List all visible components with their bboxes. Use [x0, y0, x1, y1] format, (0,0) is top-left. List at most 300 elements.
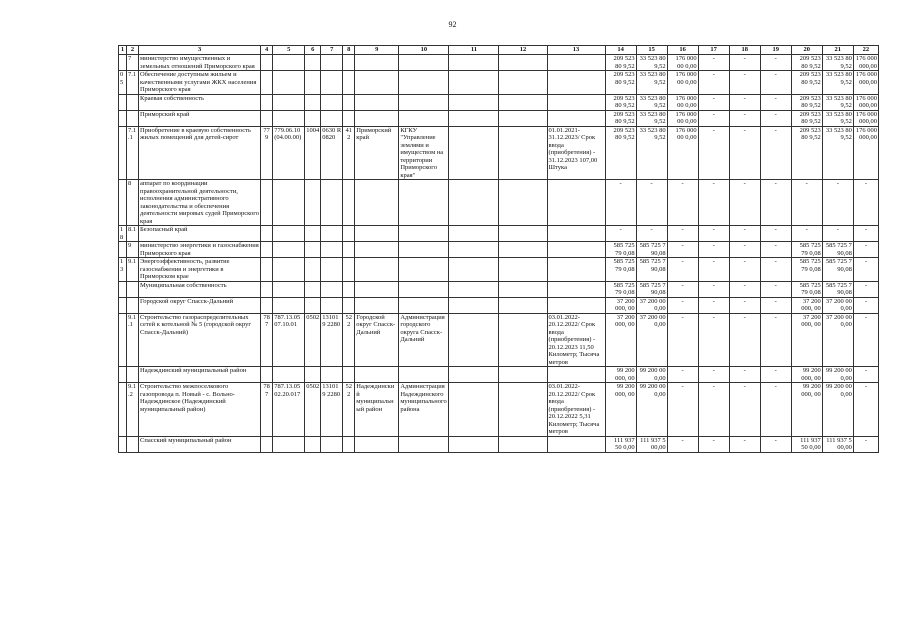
table-cell: 37 200 000, 00 [791, 313, 822, 367]
table-cell: 99 200 00 0,00 [822, 383, 853, 437]
column-header: 11 [449, 46, 499, 55]
table-cell [343, 226, 355, 242]
table-cell [273, 297, 305, 313]
column-header: 10 [399, 46, 449, 55]
table-cell [449, 180, 499, 226]
table-cell [127, 281, 139, 297]
table-cell: - [760, 94, 791, 110]
table-cell [355, 110, 399, 126]
table-cell [305, 367, 321, 383]
table-cell: 111 937 50 0,00 [791, 436, 822, 452]
table-cell [261, 436, 273, 452]
table-cell: 0630 R 0820 [321, 126, 343, 180]
table-cell [343, 180, 355, 226]
table-cell [273, 258, 305, 282]
table-cell: Обеспечение доступным жильем и качественными услугами ЖКХ населения Приморского края [139, 71, 261, 95]
table-cell [449, 110, 499, 126]
table-cell: - [853, 281, 878, 297]
table-cell: Строительство межпоселкового газопровода п. Новый - с. Вольно-Надеждинское (Надеждинский муниципальный район) [139, 383, 261, 437]
table-cell [499, 94, 547, 110]
table-cell: Спасский муниципальный район [139, 436, 261, 452]
table-cell: Строительство газораспределительных сетей к котельной № 5 (городской округ Спасск-Дальний) [139, 313, 261, 367]
table-cell: - [698, 436, 729, 452]
table-cell: Городской округ Спасск-Дальний [355, 313, 399, 367]
table-cell: 99 200 00 0,00 [636, 383, 667, 437]
table-cell: - [698, 281, 729, 297]
table-cell [499, 436, 547, 452]
column-header: 22 [853, 46, 878, 55]
table-cell: 33 523 80 9,52 [822, 94, 853, 110]
table-cell: 522 [343, 313, 355, 367]
table-row [119, 226, 879, 242]
table-cell: - [853, 436, 878, 452]
table-cell: 99 200 00 0,00 [822, 367, 853, 383]
table-cell [273, 94, 305, 110]
table-cell [119, 180, 127, 226]
column-header: 4 [261, 46, 273, 55]
table-cell: 209 523 80 9,52 [791, 126, 822, 180]
table-cell: 209 523 80 9,52 [605, 110, 636, 126]
table-cell: - [698, 126, 729, 180]
table-cell [119, 297, 127, 313]
table-cell [355, 258, 399, 282]
table-cell [355, 242, 399, 258]
table-cell: - [791, 180, 822, 226]
table-cell [399, 110, 449, 126]
table-cell [449, 313, 499, 367]
table-cell [547, 180, 605, 226]
page-number: 92 [448, 20, 457, 29]
table-cell: - [760, 297, 791, 313]
table-cell [343, 436, 355, 452]
table-cell [305, 258, 321, 282]
table-cell: 33 523 80 9,52 [636, 94, 667, 110]
table-cell: 18 [119, 226, 127, 242]
table-cell: - [605, 180, 636, 226]
table-cell: Приморский край [139, 110, 261, 126]
table-cell: - [698, 180, 729, 226]
table-cell: - [791, 226, 822, 242]
table-cell [343, 110, 355, 126]
table-cell: - [760, 313, 791, 367]
table-cell: - [853, 242, 878, 258]
table-cell [499, 242, 547, 258]
table-cell: 0502 [305, 313, 321, 367]
column-header: 6 [305, 46, 321, 55]
table-cell [343, 258, 355, 282]
table-row [119, 297, 879, 313]
table-cell [547, 297, 605, 313]
table-cell [321, 258, 343, 282]
table-cell: - [698, 110, 729, 126]
table-cell [399, 367, 449, 383]
table-cell [399, 226, 449, 242]
table-cell: - [698, 383, 729, 437]
table-cell [119, 367, 127, 383]
table-cell: 7.1.1 [127, 126, 139, 180]
table-cell: Муниципальная собственность [139, 281, 261, 297]
table-cell: 37 200 00 0,00 [822, 313, 853, 367]
table-cell: 787.13.05 07.10.01 [273, 313, 305, 367]
table-cell [355, 436, 399, 452]
table-cell: - [667, 367, 698, 383]
table-cell: - [667, 226, 698, 242]
table-cell: - [729, 281, 760, 297]
table-row [119, 281, 879, 297]
table-cell [321, 242, 343, 258]
table-cell: - [667, 242, 698, 258]
column-header: 18 [729, 46, 760, 55]
table-cell [261, 110, 273, 126]
table-cell [547, 258, 605, 282]
table-row [119, 110, 879, 126]
table-cell [399, 297, 449, 313]
column-header: 5 [273, 46, 305, 55]
table-row [119, 313, 879, 367]
table-cell: министерство энергетики и газоснабжения Приморского края [140, 242, 259, 257]
table-cell: Администрация городского округа Спасск-Дальний [399, 313, 449, 367]
table-cell: - [698, 367, 729, 383]
table-cell: 03.01.2022- 20.12.2022/ Срок ввода (приобретения) - 20.12.2022 5,31 Километр; Тысяча метров [547, 383, 605, 437]
table-cell [547, 367, 605, 383]
column-header: 19 [760, 46, 791, 55]
table-cell: Администрация Надеждинского муниципального района [399, 383, 449, 437]
table-cell: 7.1 [127, 71, 139, 95]
table-cell: - [667, 297, 698, 313]
table-cell: - [760, 281, 791, 297]
table-row [119, 436, 879, 452]
table-cell: 209 523 80 9,52 [605, 94, 636, 110]
table-cell: 176 000 000,00 [853, 55, 878, 71]
table-cell: 13101 9 2280 [321, 383, 343, 437]
table-cell: 37 200 000, 00 [605, 297, 636, 313]
table-cell [261, 55, 273, 71]
table-cell [355, 71, 399, 95]
table-cell [547, 110, 605, 126]
table-cell [127, 110, 139, 126]
table-cell: 585 725 7 90,08 [822, 242, 853, 258]
table-cell [261, 242, 273, 258]
table-cell: - [853, 226, 878, 242]
table-cell: 585 725 79 0,08 [791, 242, 822, 258]
table-cell: 37 200 00 0,00 [636, 313, 667, 367]
table-cell [305, 281, 321, 297]
table-cell: - [729, 242, 760, 258]
table-cell [449, 297, 499, 313]
table-cell: 33 523 80 9,52 [636, 110, 667, 126]
table-header-row [119, 46, 879, 55]
table-cell: - [667, 281, 698, 297]
table-cell: 176 000 00 0,00 [667, 126, 698, 180]
table-cell: Энергоэффективность, развитие газоснабжения и энергетики в Приморском крае [139, 258, 261, 282]
table-cell [499, 126, 547, 180]
table-cell: - [729, 71, 760, 95]
table-cell [547, 226, 605, 242]
table-cell: - [729, 313, 760, 367]
table-row [119, 383, 879, 437]
table-cell: 99 200 000, 00 [605, 383, 636, 437]
table-row [119, 126, 879, 180]
table-cell [355, 55, 399, 71]
table-cell: 585 725 79 0,08 [791, 281, 822, 297]
table-cell: 7 [127, 55, 139, 71]
table-cell: 13101 9 2280 [321, 313, 343, 367]
table-cell: 33 523 80 9,52 [822, 110, 853, 126]
table-cell: - [698, 242, 729, 258]
column-header: 8 [343, 46, 355, 55]
table-cell: - [729, 436, 760, 452]
table-cell [449, 94, 499, 110]
table-cell: 585 725 7 90,08 [822, 258, 853, 282]
table-cell [119, 242, 127, 258]
table-cell [261, 281, 273, 297]
table-cell: КГКУ "Управление землями и имуществом на территории Приморского края" [399, 126, 449, 180]
table-cell [321, 94, 343, 110]
table-cell: 209 523 80 9,52 [791, 110, 822, 126]
table-cell [399, 258, 449, 282]
table-cell [273, 436, 305, 452]
table-cell [449, 436, 499, 452]
table-cell [355, 180, 399, 226]
table-cell: - [667, 383, 698, 437]
table-cell [261, 258, 273, 282]
table-cell: - [698, 297, 729, 313]
table-cell: 33 523 80 9,52 [822, 71, 853, 95]
table-cell [321, 110, 343, 126]
table-cell: - [853, 297, 878, 313]
table-cell: 99 200 000, 00 [791, 383, 822, 437]
table-cell [273, 367, 305, 383]
table-cell [449, 242, 499, 258]
table-cell [273, 71, 305, 95]
table-cell: 585 725 79 0,08 [605, 258, 636, 282]
table-cell: 176 000 000,00 [853, 71, 878, 95]
table-cell [119, 281, 127, 297]
table-cell [261, 71, 273, 95]
table-cell [261, 226, 273, 242]
table-cell: - [698, 226, 729, 242]
table-cell [399, 281, 449, 297]
table-cell: - [698, 94, 729, 110]
table-cell: 779 [261, 126, 273, 180]
table-cell: Надеждинский муниципальный район [355, 383, 399, 437]
table-cell: 8 [127, 180, 139, 226]
table-cell [449, 226, 499, 242]
table-cell: 209 523 80 9,52 [605, 71, 636, 95]
table-cell: аппарат по координации правоохранительной деятельности, исполнения административного законодательства и обеспечения деятельности мировых судей Приморского края [140, 180, 259, 225]
table-cell: - [729, 94, 760, 110]
table-cell: 37 200 000, 00 [791, 297, 822, 313]
table-cell [449, 55, 499, 71]
table-cell [343, 94, 355, 110]
table-cell: Краевая собственность [139, 94, 261, 110]
table-cell: 585 725 79 0,08 [605, 242, 636, 258]
table-cell: 176 000 000,00 [853, 94, 878, 110]
table-cell [305, 94, 321, 110]
table-cell: 412 [343, 126, 355, 180]
table-cell: 176 000 00 0,00 [667, 110, 698, 126]
table-cell [499, 313, 547, 367]
column-header: 13 [547, 46, 605, 55]
table-cell: 111 937 5 00,00 [636, 436, 667, 452]
table-cell [321, 180, 343, 226]
table-cell: 787 [261, 313, 273, 367]
column-header: 17 [698, 46, 729, 55]
table-cell [261, 297, 273, 313]
table-cell [399, 94, 449, 110]
table-cell [305, 110, 321, 126]
table-cell [399, 71, 449, 95]
table-cell [127, 94, 139, 110]
table-cell [119, 55, 127, 71]
table-cell: - [698, 55, 729, 71]
table-row [119, 258, 879, 282]
table-cell [449, 367, 499, 383]
table-cell: 9.1.2 [127, 383, 139, 437]
table-cell [273, 55, 305, 71]
table-cell [119, 313, 127, 367]
table-row [119, 242, 879, 258]
table-cell: - [822, 180, 853, 226]
column-header: 3 [139, 46, 261, 55]
table-cell [261, 94, 273, 110]
column-header: 15 [636, 46, 667, 55]
table-row [119, 55, 879, 71]
table-cell [273, 242, 305, 258]
table-cell [343, 71, 355, 95]
table-cell [273, 281, 305, 297]
table-cell [547, 242, 605, 258]
table-cell: 99 200 000, 00 [605, 367, 636, 383]
table-cell: - [760, 180, 791, 226]
table-cell: 787.13.05 02.20.017 [273, 383, 305, 437]
table-cell [119, 436, 127, 452]
table-cell: 33 523 80 9,52 [636, 126, 667, 180]
table-cell: - [729, 126, 760, 180]
table-cell: 8.1 [127, 226, 139, 242]
table-cell [321, 297, 343, 313]
table-cell [499, 281, 547, 297]
table-cell: 779.06.10 (04.00.00) [273, 126, 305, 180]
table-cell: 37 200 00 0,00 [636, 297, 667, 313]
table-cell: 209 523 80 9,52 [791, 55, 822, 71]
table-cell: - [698, 71, 729, 95]
table-row [119, 71, 879, 95]
table-cell [547, 281, 605, 297]
table-cell: - [853, 258, 878, 282]
table-cell [499, 367, 547, 383]
table-cell: - [729, 367, 760, 383]
table-cell [273, 110, 305, 126]
table-cell: - [760, 55, 791, 71]
column-header: 21 [822, 46, 853, 55]
table-cell: - [729, 383, 760, 437]
column-header: 16 [667, 46, 698, 55]
table-cell [449, 383, 499, 437]
table-cell: 585 725 79 0,08 [791, 258, 822, 282]
table-cell: - [760, 126, 791, 180]
table-cell: 585 725 7 90,08 [636, 242, 667, 258]
table-cell: 13 [119, 258, 127, 282]
table-cell [449, 258, 499, 282]
table-cell: Безопасный край [139, 226, 261, 242]
table-cell: - [729, 55, 760, 71]
table-cell: Приморский край [355, 126, 399, 180]
table-cell [355, 297, 399, 313]
table-cell: 585 725 7 90,08 [636, 281, 667, 297]
column-header: 20 [791, 46, 822, 55]
table-cell: - [760, 436, 791, 452]
table-cell [547, 436, 605, 452]
table-cell: 585 725 7 90,08 [822, 281, 853, 297]
table-cell: - [729, 180, 760, 226]
table-cell: 05 [119, 71, 127, 95]
table-cell: Приобретение в краевую собственность жилых помещений для детей-сирот [139, 126, 261, 180]
table-cell: 37 200 00 0,00 [822, 297, 853, 313]
budget-table [118, 45, 879, 453]
table-cell [399, 55, 449, 71]
table-cell: 99 200 000, 00 [791, 367, 822, 383]
table-cell [261, 180, 273, 226]
table-cell: - [605, 226, 636, 242]
table-cell: Городской округ Спасск-Дальний [139, 297, 261, 313]
table-cell [321, 436, 343, 452]
table-cell [449, 71, 499, 95]
table-cell [305, 71, 321, 95]
table-row [119, 94, 879, 110]
table-cell: 176 000 00 0,00 [667, 55, 698, 71]
table-cell: - [636, 226, 667, 242]
table-cell: 176 000 000,00 [853, 110, 878, 126]
table-cell: - [760, 383, 791, 437]
table-cell: 99 200 00 0,00 [636, 367, 667, 383]
table-cell: 209 523 80 9,52 [791, 71, 822, 95]
table-cell [305, 297, 321, 313]
table-cell: - [760, 242, 791, 258]
table-cell: 03.01.2022- 20.12.2022/ Срок ввода (приобретения) - 20.12.2023 11,50 Километр; Тысяча метров [547, 313, 605, 367]
table-cell: - [729, 297, 760, 313]
table-cell: 176 000 00 0,00 [667, 94, 698, 110]
column-header: 1 [119, 46, 127, 55]
table-cell: - [853, 367, 878, 383]
table-cell [321, 281, 343, 297]
table-cell: - [729, 258, 760, 282]
table-cell [343, 367, 355, 383]
table-cell [343, 281, 355, 297]
table-cell [305, 242, 321, 258]
table-cell: - [760, 258, 791, 282]
column-header: 2 [127, 46, 139, 55]
table-cell: 209 523 80 9,52 [605, 55, 636, 71]
table-cell [321, 55, 343, 71]
table-cell: - [853, 383, 878, 437]
table-cell: 522 [343, 383, 355, 437]
table-cell [119, 94, 127, 110]
column-header: 9 [355, 46, 399, 55]
table-cell [343, 242, 355, 258]
table-cell: 33 523 80 9,52 [822, 55, 853, 71]
table-cell [273, 180, 305, 226]
table-cell [399, 242, 449, 258]
table-cell: 176 000 00 0,00 [667, 71, 698, 95]
table-cell: 01.01.2021- 31.12.2023/ Срок ввода (приобретения) - 31.12.2023 107,00 Штука [547, 126, 605, 180]
table-cell: 37 200 000, 00 [605, 313, 636, 367]
table-cell: - [698, 313, 729, 367]
table-cell [305, 226, 321, 242]
table-cell [547, 94, 605, 110]
table-cell: 33 523 80 9,52 [822, 126, 853, 180]
table-cell: - [667, 436, 698, 452]
